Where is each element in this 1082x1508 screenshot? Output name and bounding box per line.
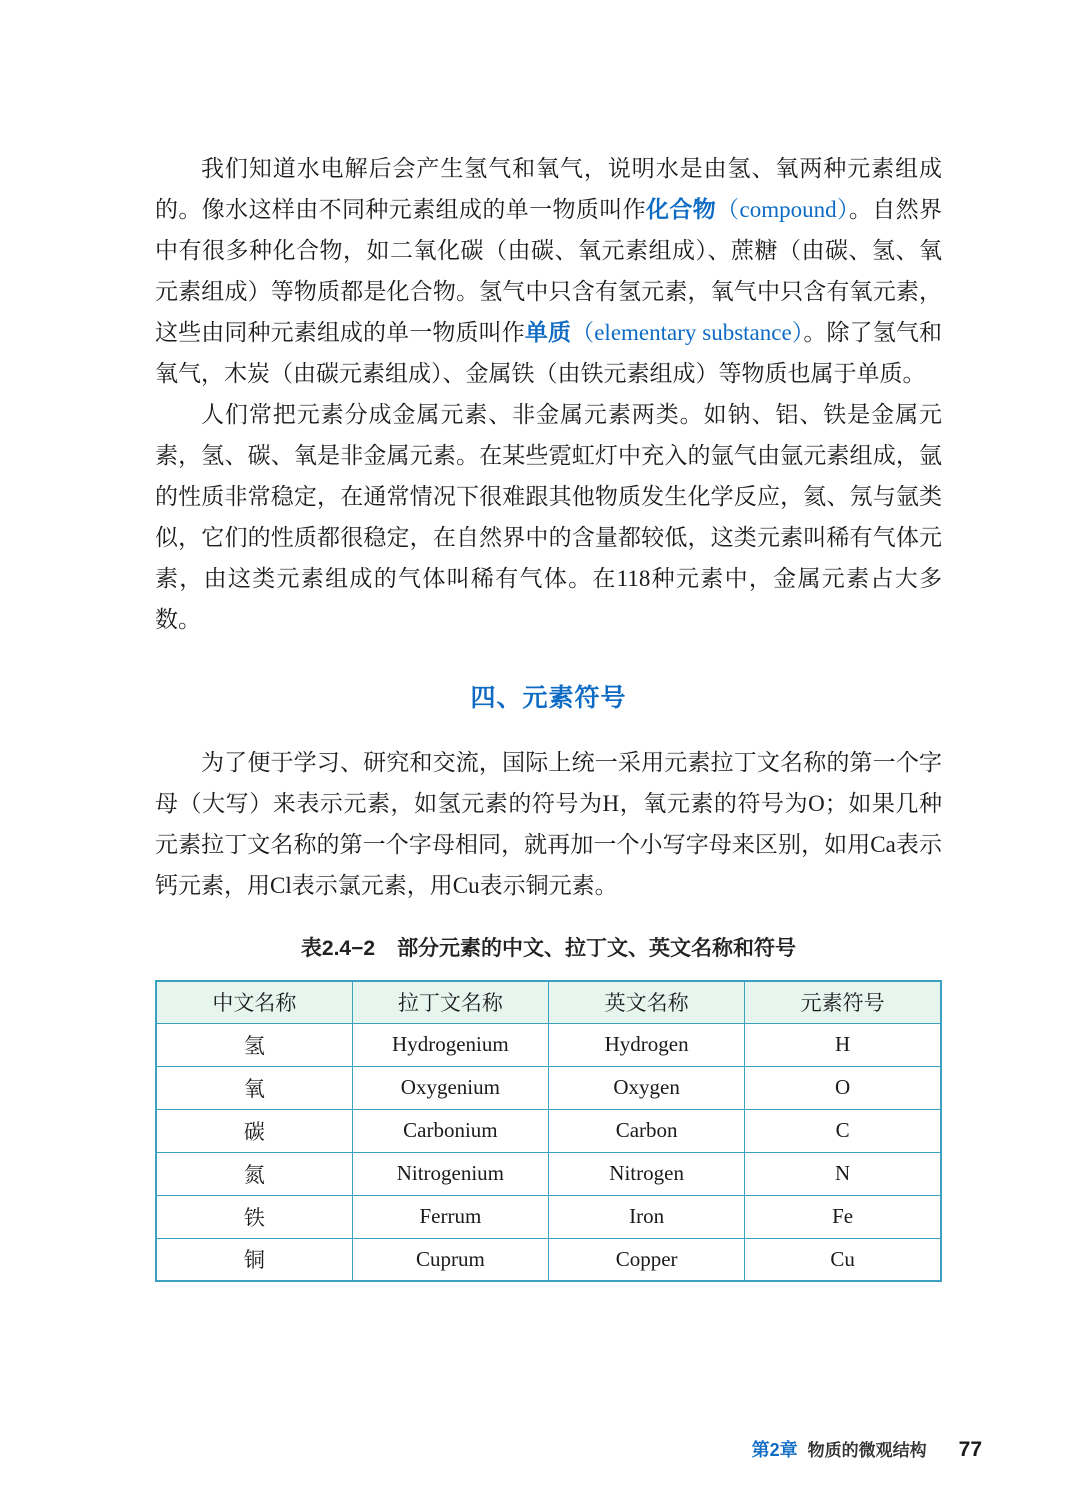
table-cell: O bbox=[745, 1066, 941, 1109]
table-caption-title: 部分元素的中文、拉丁文、英文名称和符号 bbox=[397, 937, 797, 960]
text-segment: 我们知道水电解后会产生氢气和氧气，说明水是由氢、氧两种元素组成的。像水这样由不同种元素组成的单一物质叫作 bbox=[155, 156, 942, 222]
section-heading: 四、元素符号 bbox=[470, 684, 627, 712]
table-row bbox=[156, 1066, 941, 1109]
table-cell: 铜 bbox=[156, 1238, 352, 1281]
table-cell: Hydrogen bbox=[549, 1023, 745, 1066]
text-segment: 为了便于学习、研究和交流，国际上统一采用元素拉丁文名称的第一个字母（大写）来表示元素，如氢元素的符号为H，氧元素的符号为O；如果几种元素拉丁文名称的第一个字母相同，就再加一个小写字母来区别，如用Ca表示钙元素，用Cl表示氯元素，用Cu表示铜元素。 bbox=[155, 750, 942, 898]
table-row bbox=[156, 1023, 941, 1066]
table-cell: Oxygenium bbox=[352, 1066, 548, 1109]
paragraph-compound-definition bbox=[155, 148, 942, 394]
table-cell: 铁 bbox=[156, 1195, 352, 1238]
table-cell: 氧 bbox=[156, 1066, 352, 1109]
element-symbols-table bbox=[155, 980, 942, 1282]
page-footer bbox=[752, 1436, 982, 1462]
table-cell: Carbon bbox=[549, 1109, 745, 1152]
table-caption-label: 表2.4−2 bbox=[300, 937, 376, 960]
text-segment: 。除了氢气和氧气，木炭（由碳元素组成）、金属铁（由铁元素组成）等物质也属于单质。 bbox=[155, 320, 943, 386]
table-row bbox=[156, 1238, 941, 1281]
table-cell: Hydrogenium bbox=[352, 1023, 548, 1066]
table-caption bbox=[155, 932, 942, 962]
chapter-label: 第2章 bbox=[751, 1440, 798, 1460]
column-header: 拉丁文名称 bbox=[352, 981, 548, 1023]
column-header: 英文名称 bbox=[549, 981, 745, 1023]
table-cell: Nitrogen bbox=[549, 1152, 745, 1195]
table-cell: Nitrogenium bbox=[352, 1152, 548, 1195]
table-cell: 氢 bbox=[156, 1023, 352, 1066]
page-number: 77 bbox=[958, 1438, 982, 1461]
term-compound-en: （compound） bbox=[716, 197, 849, 222]
table-row bbox=[156, 1109, 941, 1152]
paragraph-element-categories bbox=[155, 394, 942, 640]
text-segment: 人们常把元素分成金属元素、非金属元素两类。如钠、铝、铁是金属元素，氢、碳、氧是非金属元素。在某些霓虹灯中充入的氩气由氩元素组成，氩的性质非常稳定，在通常情况下很难跟其他物质发生化学反应，氦、氖与氩类似，它们的性质都很稳定，在自然界中的含量都较低，这类元素叫稀有气体元素，由这类元素组成的气体叫稀有气体。在118种元素中，金属元素占大多数。 bbox=[155, 402, 942, 632]
table-header-row bbox=[156, 981, 941, 1023]
table-cell: Carbonium bbox=[352, 1109, 548, 1152]
table-cell: Copper bbox=[549, 1238, 745, 1281]
page-content bbox=[155, 148, 942, 1282]
table-cell: Cuprum bbox=[352, 1238, 548, 1281]
table-cell: C bbox=[745, 1109, 941, 1152]
table-cell: 氮 bbox=[156, 1152, 352, 1195]
table-cell: Ferrum bbox=[352, 1195, 548, 1238]
table-row bbox=[156, 1195, 941, 1238]
table-cell: N bbox=[745, 1152, 941, 1195]
table-cell: Iron bbox=[549, 1195, 745, 1238]
term-elementary-substance: 单质 bbox=[524, 319, 572, 345]
term-compound: 化合物 bbox=[645, 196, 717, 222]
column-header: 中文名称 bbox=[156, 981, 352, 1023]
paragraph-element-symbols bbox=[155, 742, 942, 906]
table-cell: H bbox=[745, 1023, 941, 1066]
term-elementary-substance-en: （elementary substance） bbox=[571, 320, 804, 345]
column-header: 元素符号 bbox=[745, 981, 941, 1023]
text-segment: 。自然界中有很多种化合物，如二氧化碳（由碳、氧元素组成）、蔗糖（由碳、氢、氧元素组成）等物质都是化合物。氢气中只含有氢元素，氧气中只含有氧元素，这些由同种元素组成的单一物质叫作 bbox=[155, 197, 943, 345]
table-row bbox=[156, 1152, 941, 1195]
table-cell: Oxygen bbox=[549, 1066, 745, 1109]
chapter-title: 物质的微观结构 bbox=[807, 1441, 927, 1460]
table-cell: Cu bbox=[745, 1238, 941, 1281]
table-cell: 碳 bbox=[156, 1109, 352, 1152]
table-cell: Fe bbox=[745, 1195, 941, 1238]
